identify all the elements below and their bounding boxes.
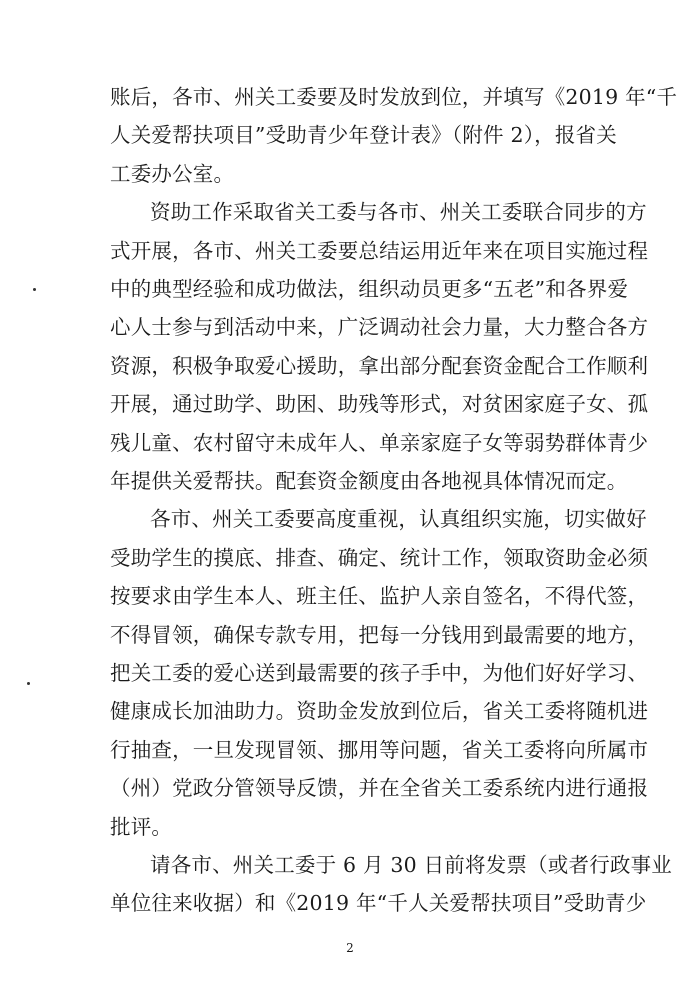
text-line: 不得冒领，确保专款专用，把每一分钱用到最需要的地方， <box>110 623 649 647</box>
text-line: 把关工委的爱心送到最需要的孩子手中，为他们好好学习、 <box>110 661 649 685</box>
text-line: 式开展，各市、州关工委要总结运用近年来在项目实施过程 <box>110 239 649 263</box>
text-line: 按要求由学生本人、班主任、监护人亲自签名，不得代签， <box>110 584 649 608</box>
text-line: 年提供关爱帮扶。配套资金额度由各地视具体情况而定。 <box>110 469 628 493</box>
text-line: 账后，各市、州关工委要及时发放到位，并填写《2019 年“千 <box>110 85 678 109</box>
text-line: 资源，积极争取爱心援助，拿出部分配套资金配合工作顺利 <box>110 354 649 378</box>
text-line: 受助学生的摸底、排查、确定、统计工作，领取资助金必须 <box>110 546 649 570</box>
text-line: 人关爱帮扶项目”受助青少年登计表》（附件 2），报省关 <box>110 123 617 147</box>
text-line: 行抽查，一旦发现冒领、挪用等问题，省关工委将向所属市 <box>110 738 649 762</box>
text-line: 开展，通过助学、助困、助残等形式，对贫困家庭子女、孤 <box>110 392 649 416</box>
page-number: 2 <box>346 941 354 955</box>
text-line: 心人士参与到活动中来，广泛调动社会力量，大力整合各方 <box>110 315 649 339</box>
text-line: 健康成长加油助力。资助金发放到位后，省关工委将随机进 <box>110 699 649 723</box>
paragraph-first-line: 请各市、州关工委于 6 月 30 日前将发票（或者行政事业 <box>150 853 672 877</box>
scan-speck <box>27 682 30 685</box>
paragraph-first-line: 资助工作采取省关工委与各市、州关工委联合同步的方 <box>150 200 647 224</box>
text-line: 工委办公室。 <box>110 162 235 186</box>
scan-speck <box>33 288 36 291</box>
text-line: 中的典型经验和成功做法，组织动员更多“五老”和各界爱 <box>110 277 629 301</box>
text-line: 批评。 <box>110 815 173 839</box>
text-line: 单位往来收据）和《2019 年“千人关爱帮扶项目”受助青少 <box>110 891 647 915</box>
text-line: 残儿童、农村留守未成年人、单亲家庭子女等弱势群体青少 <box>110 431 649 455</box>
paragraph-first-line: 各市、州关工委要高度重视，认真组织实施，切实做好 <box>150 507 647 531</box>
text-line: （州）党政分管领导反馈，并在全省关工委系统内进行通报 <box>110 776 649 800</box>
